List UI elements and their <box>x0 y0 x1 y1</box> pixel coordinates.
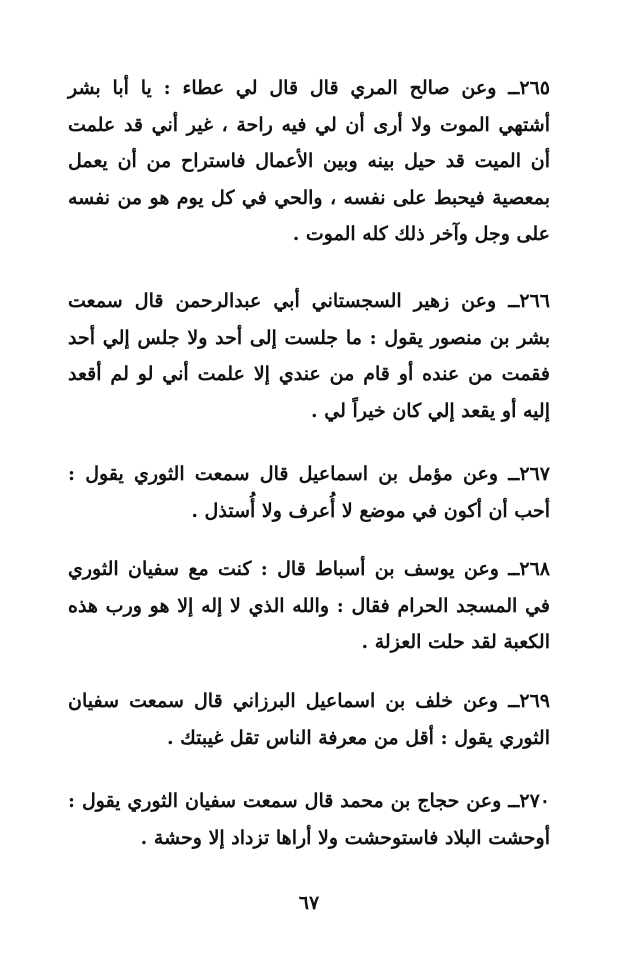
entry-270 <box>68 783 550 856</box>
entry-266 <box>68 283 550 429</box>
entry-number: ٢٦٧ــ <box>508 463 550 485</box>
entry-text: وعن زهير السجستاني أبي عبدالرحمن قال سمعت بشر بن منصور يقول : ما جلست إلى أحد ولا جلس إلي أحد فقمت من عنده أو قام من عندي إلا علمت أني لو لم أقعد إليه أو يقعد إلي كان خيراً لي . <box>68 290 550 422</box>
page-number: ٦٧ <box>298 892 320 914</box>
entry-number: ٢٦٨ــ <box>508 558 550 580</box>
entry-paragraph <box>68 683 550 756</box>
entry-text: وعن يوسف بن أسباط قال : كنت مع سفيان الثوري في المسجد الحرام فقال : والله الذي لا إله إلا هو ورب هذه الكعبة لقد حلت العزلة . <box>68 558 550 653</box>
entry-text: وعن حجاج بن محمد قال سمعت سفيان الثوري يقول : أوحشت البلاد فاستوحشت ولا أراها تزداد إلا وحشة . <box>68 790 550 849</box>
entry-paragraph <box>68 70 550 253</box>
entry-text: وعن خلف بن اسماعيل البرزاني قال سمعت سفيان الثوري يقول : أقل من معرفة الناس تقل غيبتك . <box>68 690 550 749</box>
entry-text: وعن صالح المري قال قال لي عطاء : يا أبا بشر أشتهي الموت ولا أرى أن لي فيه راحة ، غير أني قد علمت أن الميت قد حيل بينه وبين الأعمال فاستراح من أن يعمل بمعصية فيحبط على نفسه ، والحي في كل يوم هو من نفسه على وجل وآخر ذلك كله الموت . <box>68 77 550 245</box>
entry-number: ٢٦٦ــ <box>508 290 550 312</box>
entry-paragraph <box>68 551 550 661</box>
entry-267 <box>68 456 550 529</box>
entry-paragraph <box>68 283 550 429</box>
entry-number: ٢٦٩ــ <box>508 690 550 712</box>
entry-265 <box>68 70 550 253</box>
entry-268 <box>68 551 550 661</box>
entry-269 <box>68 683 550 756</box>
entry-text: وعن مؤمل بن اسماعيل قال سمعت الثوري يقول : أحب أن أكون في موضع لا أُعرف ولا أُستذل . <box>68 463 550 522</box>
entry-number: ٢٧٠ــ <box>508 790 550 812</box>
entry-number: ٢٦٥ــ <box>508 77 550 99</box>
entry-paragraph <box>68 783 550 856</box>
entry-paragraph <box>68 456 550 529</box>
